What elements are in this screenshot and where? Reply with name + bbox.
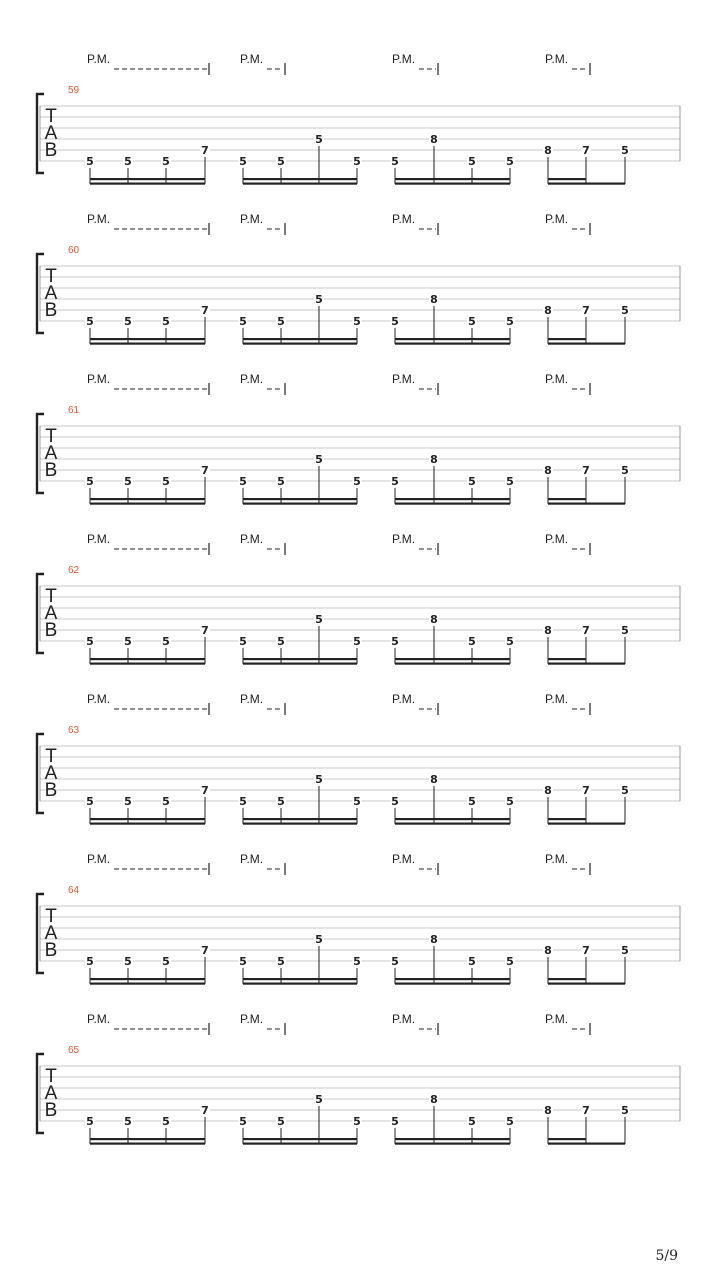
- fret-number: 7: [582, 304, 590, 317]
- beam-primary: [395, 663, 510, 665]
- fret-number: 5: [239, 1115, 247, 1128]
- fret-number: 7: [201, 624, 209, 637]
- fret-number: 5: [124, 155, 132, 168]
- fret-number: 5: [506, 795, 514, 808]
- palm-mute-label: P.M.: [392, 212, 416, 226]
- fret-number: 5: [621, 144, 629, 157]
- fret-number: 5: [506, 955, 514, 968]
- fret-number: 7: [582, 1104, 590, 1117]
- measure-number: 64: [68, 885, 80, 896]
- palm-mute-label: P.M.: [392, 692, 416, 706]
- fret-number: 7: [582, 144, 590, 157]
- tab-clef-letter: B: [44, 140, 58, 161]
- fret-number: 7: [582, 624, 590, 637]
- palm-mute-label: P.M.: [545, 1012, 569, 1026]
- tab-clef-letter: T: [45, 906, 57, 927]
- palm-mute-label: P.M.: [545, 372, 569, 386]
- fret-number: 5: [353, 1115, 361, 1128]
- measure-number: 59: [68, 85, 80, 96]
- fret-number: 8: [430, 1093, 438, 1106]
- fret-number: 5: [391, 955, 399, 968]
- palm-mute-label: P.M.: [545, 852, 569, 866]
- fret-number: 5: [468, 155, 476, 168]
- fret-number: 5: [315, 773, 323, 786]
- fret-number: 5: [277, 795, 285, 808]
- beam-secondary: [395, 818, 510, 820]
- palm-mute-label: P.M.: [87, 852, 111, 866]
- beam-secondary: [548, 338, 586, 340]
- fret-number: 5: [621, 784, 629, 797]
- fret-number: 8: [544, 144, 552, 157]
- palm-mute-label: P.M.: [240, 852, 264, 866]
- fret-number: 5: [353, 635, 361, 648]
- fret-number: 8: [544, 464, 552, 477]
- tab-clef-letter: B: [44, 300, 58, 321]
- beam-primary: [90, 823, 205, 825]
- fret-number: 8: [430, 133, 438, 146]
- palm-mute-label: P.M.: [240, 52, 264, 66]
- fret-number: 8: [544, 944, 552, 957]
- fret-number: 5: [162, 955, 170, 968]
- beam-primary: [243, 983, 357, 985]
- beam-secondary: [395, 978, 510, 980]
- fret-number: 5: [391, 315, 399, 328]
- beam-primary: [548, 183, 625, 185]
- fret-number: 5: [124, 795, 132, 808]
- fret-number: 5: [391, 635, 399, 648]
- beam-secondary: [548, 498, 586, 500]
- beam-secondary: [243, 818, 357, 820]
- measure-number: 60: [68, 245, 80, 256]
- palm-mute-label: P.M.: [392, 52, 416, 66]
- beam-secondary: [90, 818, 205, 820]
- fret-number: 5: [162, 475, 170, 488]
- fret-number: 5: [621, 464, 629, 477]
- fret-number: 7: [582, 784, 590, 797]
- tab-clef-letter: T: [45, 106, 57, 127]
- fret-number: 8: [544, 1104, 552, 1117]
- beam-secondary: [395, 178, 510, 180]
- fret-number: 7: [201, 1104, 209, 1117]
- fret-number: 5: [86, 1115, 94, 1128]
- fret-number: 5: [468, 1115, 476, 1128]
- fret-number: 5: [391, 475, 399, 488]
- beam-primary: [90, 983, 205, 985]
- beam-secondary: [90, 178, 205, 180]
- beam-secondary: [395, 498, 510, 500]
- beam-primary: [90, 1143, 205, 1145]
- fret-number: 5: [506, 1115, 514, 1128]
- fret-number: 7: [201, 144, 209, 157]
- fret-number: 5: [124, 955, 132, 968]
- beam-primary: [243, 823, 357, 825]
- palm-mute-label: P.M.: [392, 852, 416, 866]
- beam-secondary: [90, 338, 205, 340]
- palm-mute-label: P.M.: [392, 1012, 416, 1026]
- beam-secondary: [548, 818, 586, 820]
- palm-mute-label: P.M.: [240, 532, 264, 546]
- fret-number: 5: [353, 795, 361, 808]
- fret-number: 5: [468, 315, 476, 328]
- fret-number: 5: [239, 955, 247, 968]
- beam-secondary: [243, 978, 357, 980]
- palm-mute-label: P.M.: [545, 212, 569, 226]
- palm-mute-label: P.M.: [392, 532, 416, 546]
- tab-clef-letter: B: [44, 620, 58, 641]
- tab-clef-letter: T: [45, 266, 57, 287]
- fret-number: 5: [162, 635, 170, 648]
- fret-number: 5: [315, 613, 323, 626]
- fret-number: 7: [201, 784, 209, 797]
- fret-number: 5: [277, 1115, 285, 1128]
- fret-number: 5: [86, 475, 94, 488]
- tab-clef-letter: B: [44, 1100, 58, 1121]
- fret-number: 5: [621, 1104, 629, 1117]
- page-number: 5/9: [655, 1248, 678, 1264]
- fret-number: 8: [430, 613, 438, 626]
- beam-primary: [548, 823, 625, 825]
- beam-secondary: [243, 338, 357, 340]
- fret-number: 5: [353, 155, 361, 168]
- fret-number: 7: [582, 944, 590, 957]
- beam-secondary: [395, 338, 510, 340]
- fret-number: 5: [391, 155, 399, 168]
- beam-primary: [90, 503, 205, 505]
- tab-clef-letter: T: [45, 1066, 57, 1087]
- fret-number: 8: [430, 933, 438, 946]
- measure-number: 63: [68, 725, 80, 736]
- fret-number: 5: [124, 475, 132, 488]
- fret-number: 5: [86, 635, 94, 648]
- fret-number: 8: [430, 293, 438, 306]
- beam-secondary: [243, 1138, 357, 1140]
- beam-primary: [395, 1143, 510, 1145]
- beam-primary: [90, 663, 205, 665]
- measure-number: 61: [68, 405, 80, 416]
- fret-number: 5: [621, 624, 629, 637]
- tab-clef-letter: T: [45, 586, 57, 607]
- measure-number: 62: [68, 565, 80, 576]
- fret-number: 5: [277, 635, 285, 648]
- tab-clef-letter: A: [44, 283, 58, 304]
- beam-primary: [548, 983, 625, 985]
- fret-number: 5: [315, 293, 323, 306]
- palm-mute-label: P.M.: [87, 692, 111, 706]
- palm-mute-label: P.M.: [87, 372, 111, 386]
- beam-primary: [395, 823, 510, 825]
- fret-number: 5: [86, 795, 94, 808]
- beam-secondary: [90, 978, 205, 980]
- palm-mute-label: P.M.: [240, 372, 264, 386]
- fret-number: 5: [162, 795, 170, 808]
- fret-number: 5: [239, 795, 247, 808]
- tab-clef-letter: A: [44, 603, 58, 624]
- fret-number: 5: [239, 635, 247, 648]
- palm-mute-label: P.M.: [240, 692, 264, 706]
- beam-primary: [395, 343, 510, 345]
- tab-clef-letter: A: [44, 443, 58, 464]
- fret-number: 5: [353, 315, 361, 328]
- fret-number: 5: [391, 1115, 399, 1128]
- fret-number: 5: [162, 1115, 170, 1128]
- fret-number: 5: [315, 453, 323, 466]
- tab-clef-letter: A: [44, 123, 58, 144]
- beam-secondary: [548, 658, 586, 660]
- beam-secondary: [548, 178, 586, 180]
- beam-primary: [395, 183, 510, 185]
- fret-number: 5: [277, 155, 285, 168]
- fret-number: 5: [86, 155, 94, 168]
- beam-primary: [243, 1143, 357, 1145]
- fret-number: 5: [162, 155, 170, 168]
- beam-secondary: [90, 498, 205, 500]
- beam-primary: [395, 503, 510, 505]
- tab-clef-letter: T: [45, 426, 57, 447]
- fret-number: 7: [582, 464, 590, 477]
- palm-mute-label: P.M.: [545, 692, 569, 706]
- beam-secondary: [243, 178, 357, 180]
- fret-number: 5: [86, 955, 94, 968]
- fret-number: 5: [277, 955, 285, 968]
- palm-mute-label: P.M.: [87, 212, 111, 226]
- beam-secondary: [548, 978, 586, 980]
- beam-primary: [548, 343, 625, 345]
- fret-number: 8: [544, 624, 552, 637]
- beam-primary: [90, 343, 205, 345]
- fret-number: 5: [162, 315, 170, 328]
- beam-secondary: [90, 1138, 205, 1140]
- palm-mute-label: P.M.: [240, 1012, 264, 1026]
- fret-number: 5: [468, 475, 476, 488]
- tab-clef-letter: T: [45, 746, 57, 767]
- beam-primary: [548, 663, 625, 665]
- fret-number: 5: [391, 795, 399, 808]
- fret-number: 8: [430, 453, 438, 466]
- beam-secondary: [243, 658, 357, 660]
- fret-number: 5: [506, 475, 514, 488]
- palm-mute-label: P.M.: [392, 372, 416, 386]
- beam-secondary: [395, 1138, 510, 1140]
- beam-primary: [243, 663, 357, 665]
- palm-mute-label: P.M.: [240, 212, 264, 226]
- fret-number: 5: [506, 635, 514, 648]
- beam-primary: [548, 503, 625, 505]
- fret-number: 5: [506, 155, 514, 168]
- tab-clef-letter: A: [44, 923, 58, 944]
- fret-number: 5: [315, 133, 323, 146]
- fret-number: 5: [239, 155, 247, 168]
- fret-number: 5: [239, 315, 247, 328]
- fret-number: 5: [315, 1093, 323, 1106]
- fret-number: 5: [239, 475, 247, 488]
- fret-number: 5: [277, 315, 285, 328]
- fret-number: 5: [621, 304, 629, 317]
- fret-number: 5: [621, 944, 629, 957]
- beam-primary: [243, 183, 357, 185]
- tab-clef-letter: B: [44, 460, 58, 481]
- tab-clef-letter: B: [44, 780, 58, 801]
- fret-number: 7: [201, 944, 209, 957]
- beam-primary: [548, 1143, 625, 1145]
- palm-mute-label: P.M.: [545, 52, 569, 66]
- fret-number: 5: [468, 955, 476, 968]
- palm-mute-label: P.M.: [545, 532, 569, 546]
- fret-number: 8: [544, 784, 552, 797]
- beam-primary: [243, 343, 357, 345]
- beam-secondary: [243, 498, 357, 500]
- palm-mute-label: P.M.: [87, 532, 111, 546]
- fret-number: 5: [506, 315, 514, 328]
- beam-secondary: [90, 658, 205, 660]
- beam-secondary: [395, 658, 510, 660]
- fret-number: 5: [124, 315, 132, 328]
- tab-clef-letter: A: [44, 1083, 58, 1104]
- palm-mute-label: P.M.: [87, 1012, 111, 1026]
- fret-number: 5: [277, 475, 285, 488]
- fret-number: 5: [468, 635, 476, 648]
- beam-primary: [243, 503, 357, 505]
- fret-number: 7: [201, 464, 209, 477]
- tab-clef-letter: B: [44, 940, 58, 961]
- fret-number: 5: [353, 475, 361, 488]
- beam-secondary: [548, 1138, 586, 1140]
- fret-number: 7: [201, 304, 209, 317]
- fret-number: 5: [124, 1115, 132, 1128]
- palm-mute-label: P.M.: [87, 52, 111, 66]
- fret-number: 8: [544, 304, 552, 317]
- tab-clef-letter: A: [44, 763, 58, 784]
- fret-number: 5: [86, 315, 94, 328]
- fret-number: 5: [353, 955, 361, 968]
- fret-number: 5: [124, 635, 132, 648]
- fret-number: 5: [468, 795, 476, 808]
- beam-primary: [395, 983, 510, 985]
- fret-number: 8: [430, 773, 438, 786]
- fret-number: 5: [315, 933, 323, 946]
- measure-number: 65: [68, 1045, 80, 1056]
- beam-primary: [90, 183, 205, 185]
